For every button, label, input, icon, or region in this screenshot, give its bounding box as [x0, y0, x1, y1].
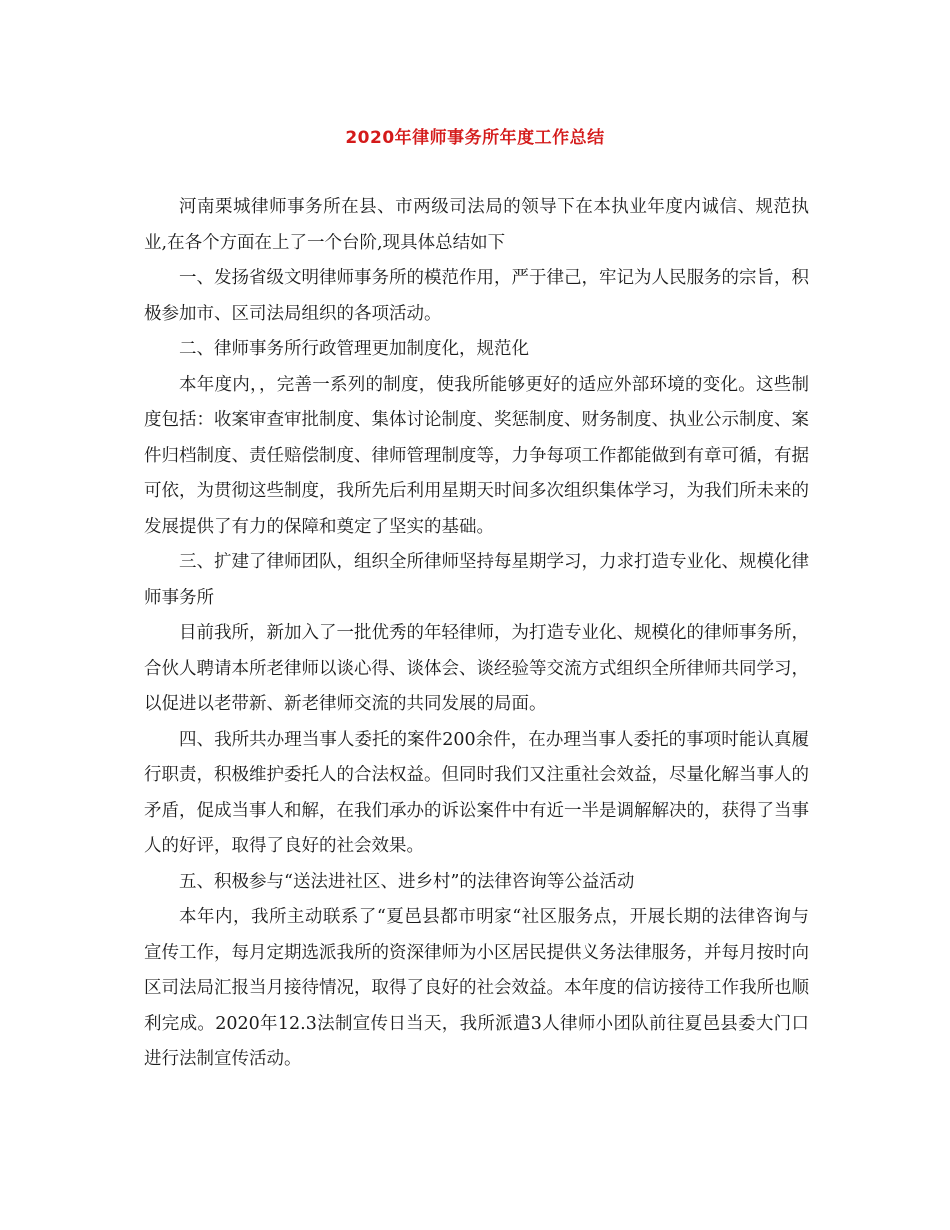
paragraph-section-3-body: 目前我所，新加入了一批优秀的年轻律师，为打造专业化、规模化的律师事务所，合伙人聘请本所老律师以谈心得、谈体会、谈经验等交流方式组织全所律师共同学习，以促进以老带新、新老律师交流的共同发展的局面。	[144, 623, 809, 714]
paragraph-section-4: 四、我所共办理当事人委托的案件200余件，在办理当事人委托的事项时能认真履行职责，积极维护委托人的合法权益。但同时我们又注重社会效益，尽量化解当事人的矛盾，促成当事人和解，在我们承办的诉讼案件中有近一半是调解解决的，获得了当事人的好评，取得了良好的社会效果。	[144, 729, 809, 856]
paragraph-section-2-body: 本年度内，，完善一系列的制度，使我所能够更好的适应外部环境的变化。这些制度包括：收案审查审批制度、集体讨论制度、奖惩制度、财务制度、执业公示制度、案件归档制度、责任赔偿制度、律师管理制度等，力争每项工作都能做到有章可循，有据可依，为贯彻这些制度，我所先后利用星期天时间多次组织集体学习，为我们所未来的发展提供了有力的保障和奠定了坚实的基础。	[144, 374, 809, 537]
paragraph-intro: 河南栗城律师事务所在县、市两级司法局的领导下在本执业年度内诚信、规范执业,在各个方面在上了一个台阶,现具体总结如下	[144, 197, 809, 253]
paragraph-section-3-heading: 三、扩建了律师团队，组织全所律师坚持每星期学习，力求打造专业化、规模化律师事务所	[144, 552, 809, 608]
document-title: 2020年律师事务所年度工作总结	[345, 128, 605, 148]
paragraph-section-1: 一、发扬省级文明律师事务所的模范作用，严于律己，牢记为人民服务的宗旨，积极参加市、区司法局组织的各项活动。	[144, 268, 809, 324]
paragraph-section-5-heading: 五、积极参与“送法进社区、进乡村”的法律咨询等公益活动	[179, 871, 635, 892]
paragraph-section-2-heading: 二、律师事务所行政管理更加制度化，规范化	[179, 339, 529, 359]
document-body	[144, 190, 809, 1078]
paragraph-section-5-body: 本年内，我所主动联系了“夏邑县都市明家“社区服务点，开展长期的法律咨询与宣传工作，每月定期选派我所的资深律师为小区居民提供义务法律服务，并每月按时向区司法局汇报当月接待情况，取得了良好的社会效益。本年度的信访接待工作我所也顺利完成。2020年12.3法制宣传日当天，我所派遣3人律师小团队前往夏邑县委大门口进行法制宣传活动。	[144, 907, 809, 1069]
